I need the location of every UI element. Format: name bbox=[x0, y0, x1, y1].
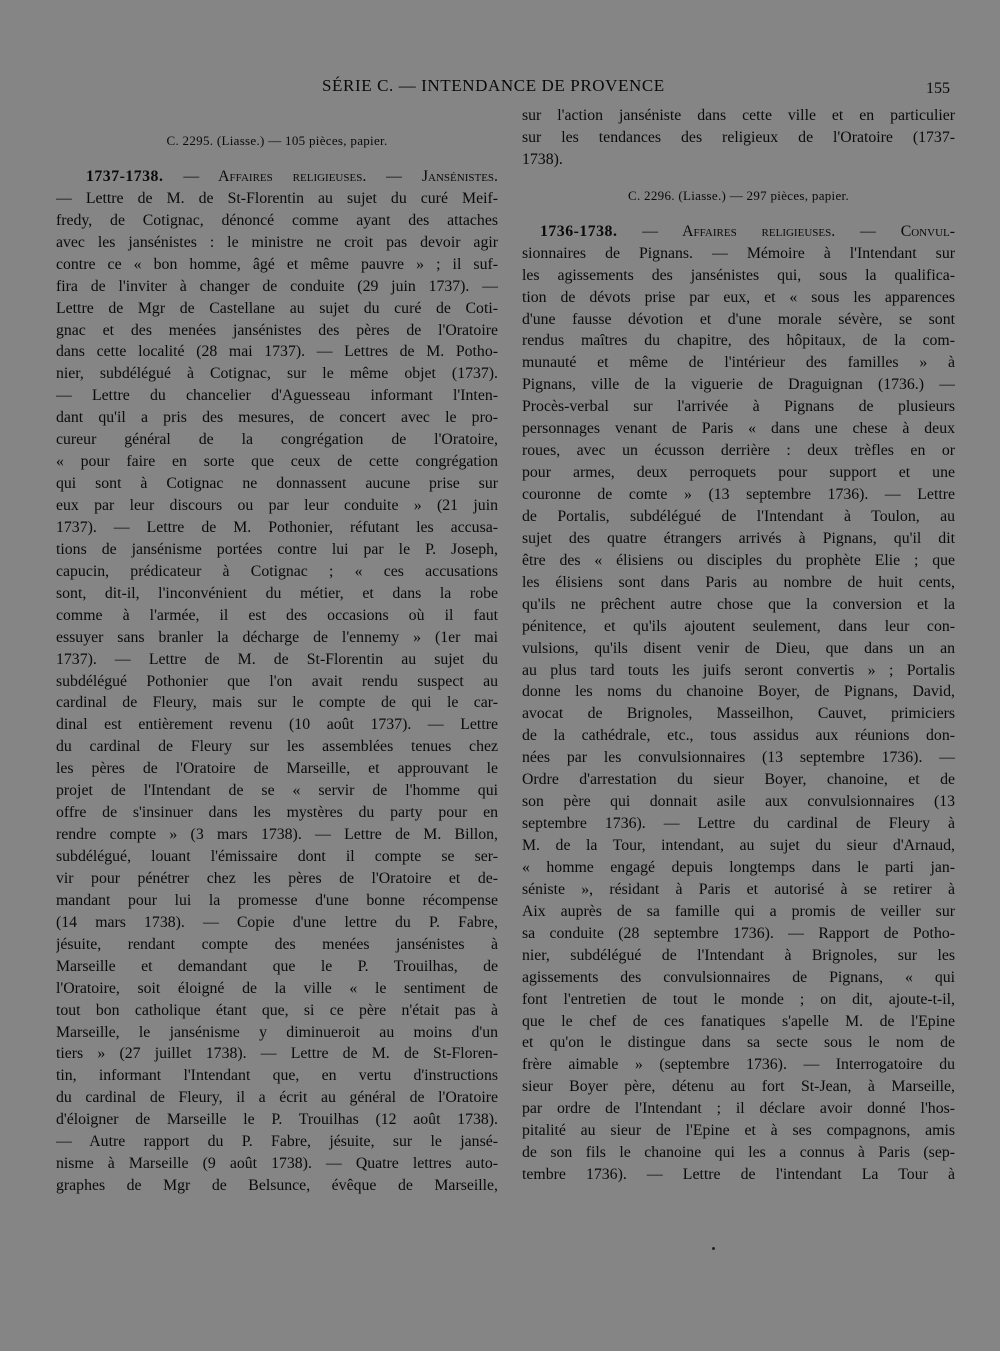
text-line: avocat de Brignoles, Masseilhon, Cauvet, primiciers bbox=[522, 705, 955, 723]
text-line: qu'ils ne prêchent autre chose que la conversion et la bbox=[522, 595, 955, 613]
text-line: essuyer sans branler la décharge de l'ennemy » (1er mai bbox=[56, 628, 498, 646]
entry-rubric: — Affaires religieuses. — Convul- bbox=[617, 222, 955, 240]
text-line: Lettre de Mgr de Castellane au sujet du curé de Coti- bbox=[56, 299, 498, 317]
text-line: que le chef de ces fanatiques s'apelle M. de l'Epine bbox=[522, 1012, 955, 1030]
text-line: d'une fausse dévotion et d'une morale sévère, se sont bbox=[522, 310, 955, 328]
text-line: au plus tard touts les juifs seront convertis » ; Portalis bbox=[522, 661, 955, 679]
text-line: être des « élisiens ou disciples du prophète Elie ; que bbox=[522, 551, 955, 569]
text-line: graphes de Mgr de Belsunce, évêque de Marseille, bbox=[56, 1177, 498, 1195]
text-line: — Lettre du chancelier d'Aguesseau informant l'Inten- bbox=[56, 387, 498, 405]
text-line: agissements des convulsionnaires de Pignans, « qui bbox=[522, 968, 955, 986]
text-line: M. de la Tour, intendant, au sujet du sieur d'Arnaud, bbox=[522, 837, 955, 854]
text-line: font l'entretien de tout le monde ; on dit, ajoute-t-il, bbox=[522, 990, 955, 1008]
text-line: Pignans, ville de la viguerie de Draguignan (1736.) — bbox=[522, 376, 955, 394]
text-line: tions de jansénisme portées contre lui par le P. Joseph, bbox=[56, 540, 498, 558]
text-line: munauté et même de l'intérieur des familles » à bbox=[522, 354, 955, 372]
text-line: 1737). — Lettre de M. Pothonier, réfutant les accusa- bbox=[56, 518, 498, 536]
text-line: les pères de l'Oratoire de Marseille, et approuvant le bbox=[56, 760, 498, 778]
entry-date: 1736-1738. bbox=[540, 222, 618, 240]
text-line: rendre compte » (3 mars 1738). — Lettre de M. Billon, bbox=[56, 826, 498, 844]
text-line: personnages venant de Paris « dans une chese à deux bbox=[522, 420, 955, 438]
text-line: rendus maîtres du chapitre, des hôpitaux, de la com- bbox=[522, 332, 955, 350]
text-line: comme à l'armée, il est des occasions où il faut bbox=[56, 606, 498, 624]
text-line: « homme engagé depuis longtemps dans le parti jan- bbox=[522, 858, 955, 876]
text-line: cureur général de la congrégation de l'Oratoire, bbox=[56, 431, 498, 449]
text-line: nisme à Marseille (9 août 1738). — Quatre lettres auto- bbox=[56, 1155, 498, 1173]
text-line: vir pour pénétrer chez les pères de l'Oratoire et de- bbox=[56, 869, 498, 887]
text-line: vulsions, qu'ils disent venir de Dieu, que dans un an bbox=[522, 639, 955, 657]
entry-heading-2296 bbox=[522, 221, 955, 243]
text-line: de la cathédrale, etc., tous assidus aux réunions don- bbox=[522, 727, 955, 745]
text-line: nier, subdélégué de l'Intendant à Brignoles, sur les bbox=[522, 946, 955, 964]
text-line: sont, dit-il, l'inconvénient du métier, et dans la robe bbox=[56, 584, 498, 602]
text-line: subdélégué Pothonier que l'on avait rendu suspect au bbox=[56, 672, 498, 690]
text-line: du cardinal de Fleury sur les assemblées tenues chez bbox=[56, 738, 498, 756]
text-line: de son fils le chanoine qui les a connus à Paris (sep- bbox=[522, 1144, 955, 1162]
running-title: SÉRIE C. — INTENDANCE DE PROVENCE bbox=[322, 76, 665, 95]
left-column bbox=[56, 130, 498, 1197]
text-line: du cardinal de Fleury, il a écrit au général de l'Oratoire bbox=[56, 1089, 498, 1107]
text-line: Ordre d'arrestation du sieur Boyer, chanoine, et de bbox=[522, 771, 955, 789]
text-line: donne les noms du chanoine Boyer, de Pignans, David, bbox=[522, 683, 955, 701]
text-line: couronne de comte » (13 septembre 1736). — Lettre bbox=[522, 486, 955, 503]
text-line: — Autre rapport du P. Fabre, jésuite, sur le jansé- bbox=[56, 1133, 498, 1151]
text-line: gnac et des menées jansénistes des pères de l'Oratoire bbox=[56, 321, 498, 339]
text-line: sionnaires de Pignans. — Mémoire à l'Intendant sur bbox=[522, 244, 955, 262]
text-line: « pour faire en sorte que ceux de cette congrégation bbox=[56, 453, 498, 471]
text-line: frère aimable » (septembre 1736). — Interrogatoire du bbox=[522, 1056, 955, 1074]
text-line: 1738). bbox=[522, 150, 563, 168]
text-line: subdélégué, louant l'émissaire dont il compte se ser- bbox=[56, 848, 498, 865]
entry-rubric: — Affaires religieuses. — Jansénistes. bbox=[163, 167, 498, 185]
entry-heading-2295 bbox=[56, 166, 498, 188]
text-line: Marseille, le jansénisme y diminueroit au moins d'un bbox=[56, 1023, 498, 1041]
text-line: par ordre de l'Intendant ; il déclare avoir donné l'hos- bbox=[522, 1100, 955, 1118]
text-line: d'éloigner de Marseille le P. Trouilhas (12 août 1738). bbox=[56, 1111, 498, 1129]
text-line: sieur Boyer père, détenu au fort St-Jean, à Marseille, bbox=[522, 1078, 955, 1096]
text-line: son père qui donnait asile aux convulsionnaires (13 bbox=[522, 793, 955, 811]
right-continuation-text bbox=[522, 105, 955, 171]
text-line: nées par les convulsionnaires (13 septembre 1736). — bbox=[522, 749, 955, 767]
text-line: dinal est entièrement revenu (10 août 1737). — Lettre bbox=[56, 716, 498, 734]
text-line: pitalité au sieur de l'Epine et à ses compagnons, amis bbox=[522, 1122, 955, 1140]
text-line: tout bon catholique étant que, si ce père n'était pas à bbox=[56, 1001, 498, 1019]
page-number: 155 bbox=[926, 80, 950, 97]
carton-heading-2296: C. 2296. (Liasse.) — 297 pièces, papier. bbox=[627, 187, 850, 203]
entry-date: 1737-1738. bbox=[86, 167, 164, 185]
text-line: Marseille et demandant que le P. Trouilhas, de bbox=[56, 957, 498, 975]
text-line: pénitence, et qu'ils ajoutent seulement, dans leur con- bbox=[522, 617, 955, 635]
text-line: sa conduite (28 septembre 1736). — Rapport de Potho- bbox=[522, 924, 955, 942]
text-line: (14 mars 1738). — Copie d'une lettre du P. Fabre, bbox=[56, 913, 498, 931]
text-line: Procès-verbal sur l'arrivée à Pignans de plusieurs bbox=[522, 398, 955, 416]
text-line: et qu'on le distingue dans sa secte sous le nom de bbox=[522, 1034, 955, 1052]
text-line: jésuite, rendant compte des menées jansénistes à bbox=[56, 935, 498, 953]
carton-heading-2295: C. 2295. (Liasse.) — 105 pièces, papier. bbox=[166, 133, 388, 148]
text-line: avec les jansénistes : le ministre ne croit pas devoir agir bbox=[56, 233, 498, 251]
text-line: sur l'action janséniste dans cette ville et en particulier bbox=[522, 107, 955, 124]
text-line: mandant pour lui la promesse d'une bonne récompense bbox=[56, 891, 498, 909]
text-line: nier, subdélégué à Cotignac, sur le même objet (1737). bbox=[56, 365, 498, 383]
text-line: tin, informant l'Intendant que, en vertu d'instructions bbox=[56, 1067, 498, 1085]
text-line: tiers » (27 juillet 1738). — Lettre de M. de St-Floren- bbox=[56, 1045, 498, 1063]
text-line: dans cette localité (28 mai 1737). — Lettres de M. Potho- bbox=[56, 343, 498, 361]
text-line: 1737). — Lettre de M. de St-Florentin au sujet du bbox=[56, 650, 498, 668]
text-line: offre de s'insinuer dans les mystères du party pour en bbox=[56, 804, 498, 822]
text-line: capucin, prédicateur à Cotignac ; « ces accusations bbox=[56, 562, 498, 580]
text-line: Aix auprès de sa famille qui a promis de veiller sur bbox=[522, 902, 955, 920]
text-line: dant qu'il a pris des mesures, de concert avec le pro- bbox=[56, 409, 498, 427]
stray-ink-dot bbox=[712, 1247, 715, 1250]
text-line: — Lettre de M. de St-Florentin au sujet du curé Meif- bbox=[56, 189, 498, 207]
right-column bbox=[522, 105, 955, 1186]
text-line: tion de dévots prise par eux, et « sous les apparences bbox=[522, 288, 955, 306]
text-line: cardinal de Fleury, mais sur le compte de qui le car- bbox=[56, 694, 498, 712]
right-body-text bbox=[522, 243, 955, 1186]
text-line: qui sont à Cotignac ne donnassent aucune prise sur bbox=[56, 475, 498, 493]
text-line: de Portalis, subdélégué de l'Intendant à Toulon, au bbox=[522, 507, 955, 525]
text-line: séniste », résidant à Paris et autorisé à se retirer à bbox=[522, 880, 955, 898]
text-line: l'Oratoire, soit éloigné de la ville « le sentiment de bbox=[56, 979, 498, 997]
text-line: fredy, de Cotignac, dénoncé comme ayant des attaches bbox=[56, 211, 498, 229]
text-line: septembre 1736). — Lettre du cardinal de Fleury à bbox=[522, 815, 955, 833]
text-line: fira de l'inviter à changer de conduite (29 juin 1737). — bbox=[56, 277, 498, 295]
text-line: les élisiens sont dans Paris au nombre de huit cents, bbox=[522, 573, 955, 591]
text-line: sujet des quatre étrangers arrivés à Pignans, qu'il dit bbox=[522, 529, 955, 547]
text-line: roues, avec un écusson derrière : deux trèfles en or bbox=[522, 442, 955, 460]
left-body-text bbox=[56, 188, 498, 1197]
text-line: projet de l'Intendant de se « servir de l'homme qui bbox=[56, 782, 498, 800]
text-line: contre ce « bon homme, âgé et même pauvre » ; il suf- bbox=[56, 255, 498, 273]
text-line: pour armes, deux perroquets pour support et une bbox=[522, 464, 955, 482]
page-header bbox=[0, 76, 1000, 106]
text-line: sur les tendances des religieux de l'Oratoire (1737- bbox=[522, 128, 955, 146]
text-line: eux par leur discours ou par leur conduite » (21 juin bbox=[56, 497, 498, 514]
text-line: tembre 1736). — Lettre de l'intendant La Tour à bbox=[522, 1166, 955, 1184]
text-line: les agissements des jansénistes qui, sous la qualifica- bbox=[522, 266, 955, 284]
